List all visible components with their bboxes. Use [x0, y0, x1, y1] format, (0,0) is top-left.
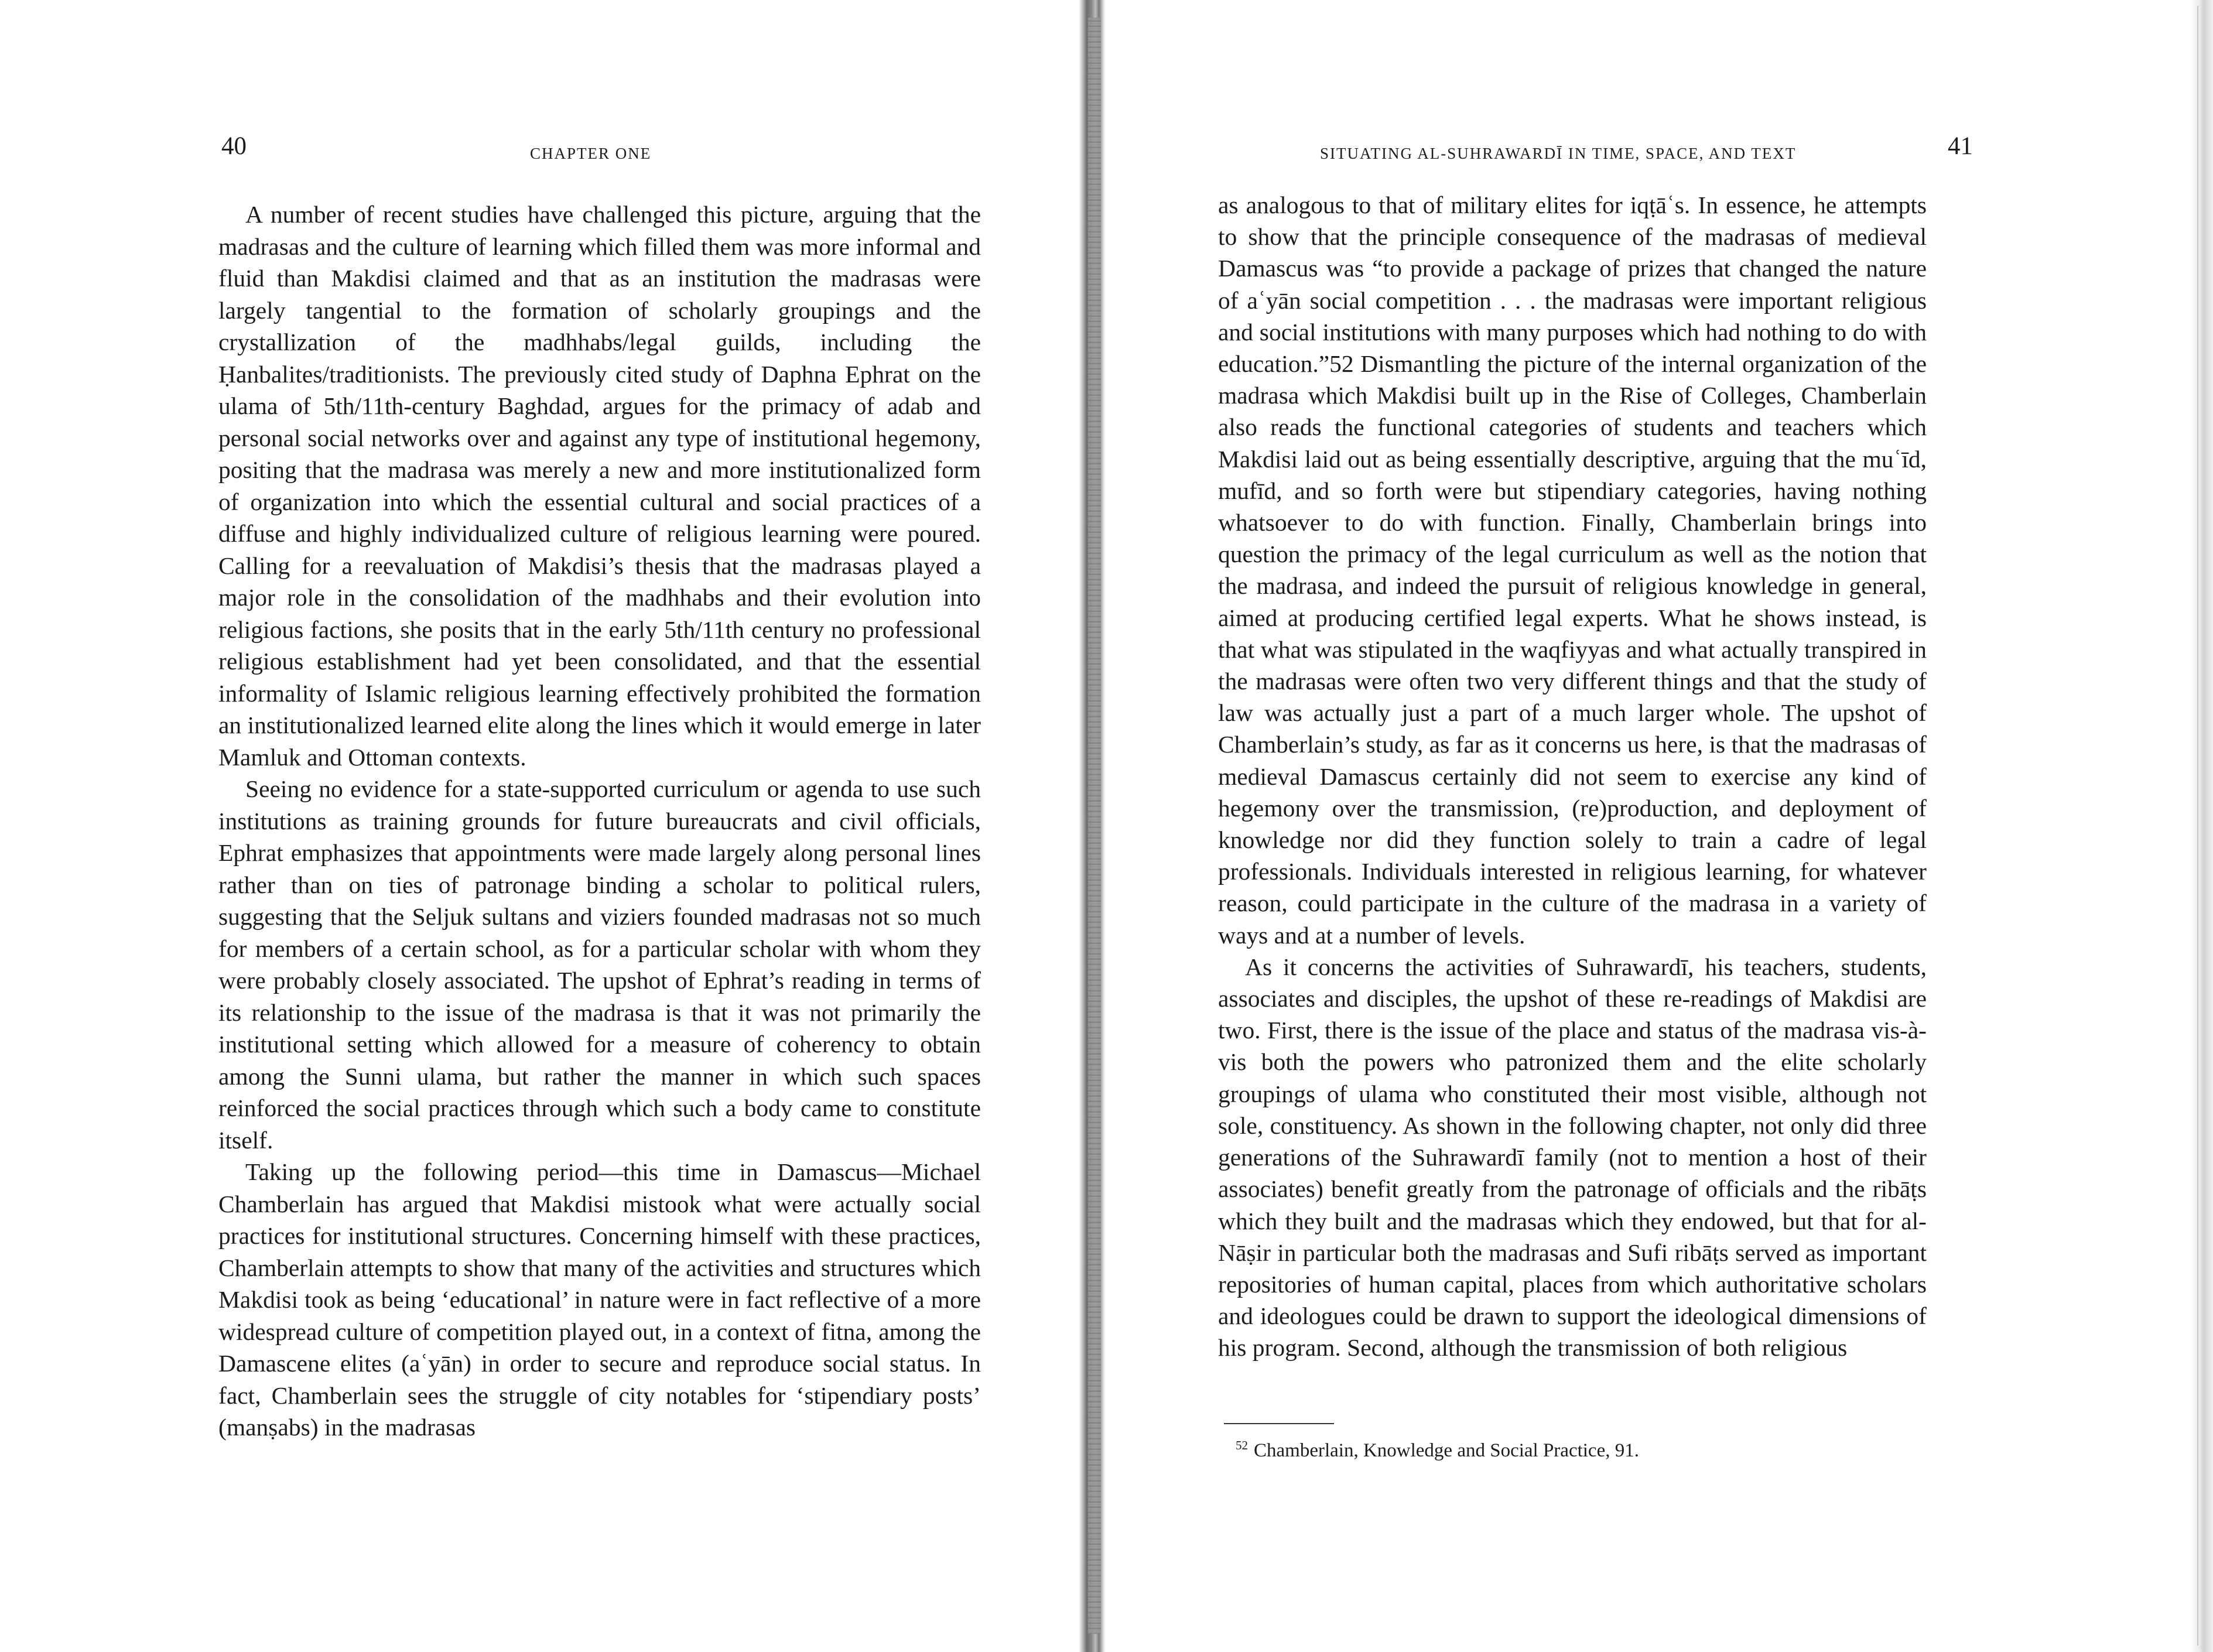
left-page [0, 0, 1089, 1652]
paragraph: Seeing no evidence for a state-supported curriculum or agenda to use such institutions as training grounds for future bureaucrats and civil officials, Ephrat emphasizes that appointments were made largely along personal lines rather than on ties of patronage binding a scholar to political rulers, suggesting that the Seljuk sultans and viziers founded madrasas not so much for members of a certain school, as for a particular scholar with whom they were probably closely associated. The upshot of Ephrat’s reading in terms of its relationship to the issue of the madrasa is that it was not primarily the institutional setting which allowed for a measure of coherency to obtain among the Sunni ulama, but rather the manner in which such spaces reinforced the social practices through which such a body came to constitute itself. [218, 775, 981, 1154]
footnote-number: 52 [1236, 1438, 1248, 1452]
page-number: 40 [221, 132, 247, 160]
running-head: CHAPTER ONE [530, 145, 652, 162]
page-edge-line [2197, 6, 2198, 1646]
footnote-divider [1224, 1423, 1334, 1424]
running-head: SITUATING AL-SUHRAWARDĪ IN TIME, SPACE, AND TEXT [1320, 145, 1797, 162]
paragraph: Taking up the following period—this time in Damascus—Michael Chamberlain has argued that Makdisi mistook what were actually social practices for institutional structures. Concerning himself with these practices, Chamberlain attempts to show that many of the activities and structures which Makdisi took as being ‘educational’ in nature were in fact reflective of a more widespread culture of competition played out, in a context of fitna, among the Damascene elites (aʿyān) in order to secure and reproduce social status. In fact, Chamberlain sees the struggle of city notables for ‘stipendiary posts’ (manṣabs) in the madrasas [218, 1158, 981, 1441]
body-text [218, 199, 981, 1444]
page-number: 41 [1948, 132, 1973, 160]
body-text [1218, 189, 1927, 1364]
paragraph: as analogous to that of military elites for iqṭāʿs. In essence, he attempts to show that the principle consequence of the madrasas of medieval Damascus was “to provide a package of prizes that changed the nature of aʿyān social competition . . . the madrasas were important religious and social institutions with many purposes which had nothing to do with education.”52 Dismantling the picture of the internal organization of the madrasa which Makdisi built up in the Rise of Colleges, Chamberlain also reads the functional categories of students and teachers which Makdisi laid out as being essentially descriptive, arguing that the muʿīd, mufīd, and so forth were but stipendiary categories, having nothing whatsoever to do with function. Finally, Chamberlain brings into question the primacy of the legal curriculum as well as the notion that the madrasa, and indeed the pursuit of religious knowledge in general, aimed at producing certified legal experts. What he shows instead, is that what was stipulated in the waqfiyyas and what actually transpired in the madrasas were often two very different things and that the study of law was actually just a part of a much larger whole. The upshot of Chamberlain’s study, as far as it concerns us here, is that the madrasas of medieval Damascus certainly did not seem to exercise any kind of hegemony over the transmission, (re)production, and deployment of knowledge nor did they function solely to train a cadre of legal professionals. Individuals interested in religious learning, for whatever reason, could participate in the culture of the madrasa in a variety of ways and at a number of levels. [1218, 191, 1927, 949]
footnote-text: Chamberlain, Knowledge and Social Practice, 91. [1254, 1440, 1639, 1461]
binding-shadow [1088, 18, 1101, 1634]
right-page [1116, 0, 2213, 1652]
paragraph: As it concerns the activities of Suhrawardī, his teachers, students, associates and disciples, the upshot of these re-readings of Makdisi are two. First, there is the issue of the place and status of the madrasa vis-à-vis both the powers who patronized them and the elite scholarly groupings of ulama who constituted their most visible, although not sole, constituency. As shown in the following chapter, not only did three generations of the Suhrawardī family (not to mention a host of their associates) benefit greatly from the patronage of officials and the ribāṭs which they built and the madrasas which they endowed, but that for al-Nāṣir in particular both the madrasas and Sufi ribāṭs served as important repositories of human capital, places from which authoritative scholars and ideologues could be drawn to support the ideological dimensions of his program. Second, although the transmission of both religious [1218, 953, 1927, 1362]
paragraph: A number of recent studies have challenged this picture, arguing that the madrasas and the culture of learning which filled them was more informal and fluid than Makdisi claimed and that as an institution the madrasas were largely tangential to the formation of scholarly groupings and the crystallization of the madhhabs/legal guilds, including the Ḥanbalites/traditionists. The previously cited study of Daphna Ephrat on the ulama of 5th/11th-century Baghdad, argues for the primacy of adab and personal social networks over and against any type of institutional hegemony, positing that the madrasa was merely a new and more institutionalized form of organization into which the essential cultural and social practices of a diffuse and highly individualized culture of religious learning were poured. Calling for a reevaluation of Makdisi’s thesis that the madrasas played a major role in the consolidation of the madhhabs and their evolution into religious factions, she posits that in the early 5th/11th century no professional religious establishment had yet been consolidated, and that the essential informality of Islamic religious learning effectively prohibited the formation an institutionalized learned elite along the lines which it would emerge in later Mamluk and Ottoman contexts. [218, 201, 981, 771]
footnote [1236, 1432, 1927, 1463]
page-edge [2190, 0, 2213, 1652]
